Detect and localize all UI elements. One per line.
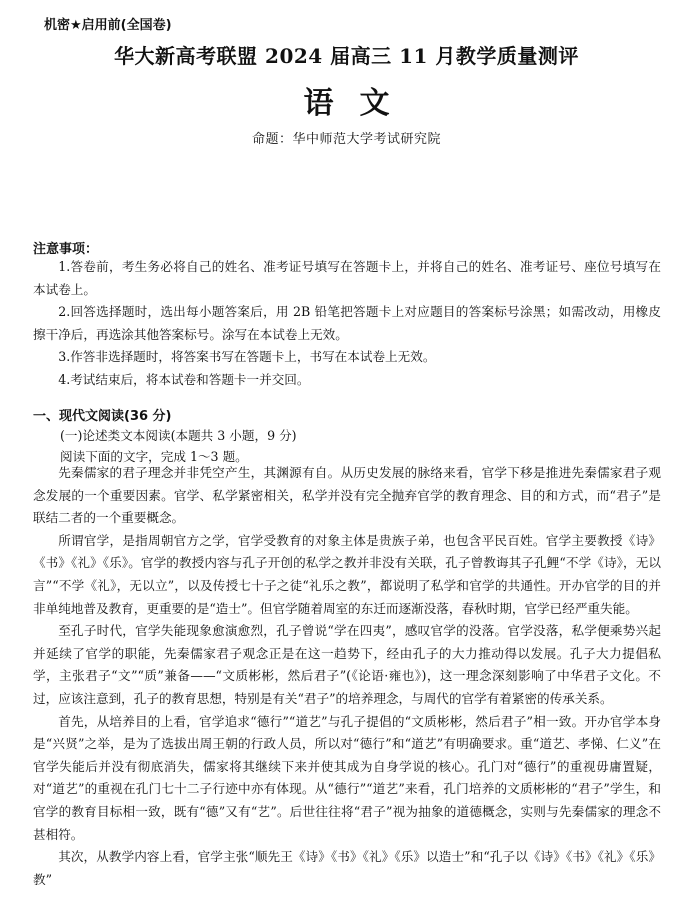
notice-item: 1.答卷前，考生务必将自己的姓名、准考证号填写在答题卡上，并将自己的姓名、准考证号、座位号填写在本试卷上。 <box>33 259 661 297</box>
exam-title: 华大新高考联盟 2024 届高三 11 月教学质量测评 <box>114 44 579 68</box>
notice-item: 2.回答选择题时，选出每小题答案后，用 2B 铅笔把答题卡上对应题目的答案标号涂黑；如需改动，用橡皮擦干净后，再选涂其他答案标号。涂写在本试卷上无效。 <box>33 304 661 342</box>
article-paragraph: 先秦儒家的君子理念并非凭空产生，其渊源有自。从历史发展的脉络来看，官学下移是推进先秦儒家君子观念发展的一个重要因素。官学、私学紧密相关，私学并没有完全抛弃官学的教育理念、目的和方式，而“君子”是联结二者的一个重要概念。 <box>33 465 661 526</box>
article-paragraph: 首先，从培养目的上看，官学追求“德行”“道艺”与孔子提倡的“文质彬彬，然后君子”相一致。开办官学本身是“兴贤”之举，是为了选拔出周王朝的行政人员，所以对“德行”和“道艺”有明确要求。重“道艺、孝悌、仁义”在官学失能后并没有彻底消失，儒家将其继续下来并使其成为自身学说的核心。孔门对“德行”的重视毋庸置疑，对“道艺”的重视在孔门七十二子行迹中亦有体现。从“德行”“道艺”来看，孔门培养的文质彬彬的“君子”学生，和官学的教育目标相一致，既有“德”又有“艺”。后世往往将“君子”视为抽象的道德概念，实则与先秦儒家的理念不甚相符。 <box>33 713 661 842</box>
article-paragraph: 至孔子时代，官学失能现象愈演愈烈，孔子曾说“学在四夷”，感叹官学的没落。官学没落，私学便乘势兴起并延续了官学的职能，先秦儒家君子观念正是在这一趋势下，经由孔子的大力推动得以发展。孔子大力提倡私学，主张君子“文”“质”兼备——“文质彬彬，然后君子”(《论语·雍也》)，这一理念深刻影响了中华君子文化。不过，应该注意到，孔子的教育思想，特别是有关“君子”的培养理念，与周代的官学有着紧密的传承关系。 <box>33 623 661 706</box>
reading-instruction: 阅读下面的文字，完成 1～3 题。 <box>60 449 248 464</box>
secret-mark: 机密★启用前(全国卷) <box>44 18 172 33</box>
author-line: 命题：华中师范大学考试研究院 <box>251 132 441 147</box>
subsection-title: (一)论述类文本阅读(本题共 3 小题，9 分) <box>60 428 297 443</box>
reading-article <box>33 462 661 891</box>
article-paragraph: 所谓官学，是指周朝官方之学，官学受教育的对象主体是贵族子弟，也包含平民百姓。官学主要教授《诗》《书》《礼》《乐》。官学的教授内容与孔子开创的私学之教并非没有关联，孔子曾教诲其子孔鲤“不学《诗》，无以言”“不学《礼》，无以立”，以及传授七十子之徒“礼乐之教”，都说明了私学和官学的共通性。开办官学的目的并非单纯地普及教育，更重要的是“造士”。但官学随着周室的东迁而逐渐没落，春秋时期，官学已经严重失能。 <box>33 532 661 616</box>
article-paragraph: 其次，从教学内容上看，官学主张“顺先王《诗》《书》《礼》《乐》以造士”和“孔子以《诗》《书》《礼》《乐》教” <box>33 849 661 887</box>
notice-list <box>33 256 661 392</box>
notice-item: 3.作答非选择题时，将答案书写在答题卡上，书写在本试卷上无效。 <box>58 349 436 365</box>
subject-title: 语文 <box>303 86 416 121</box>
section-title: 一、现代文阅读(36 分) <box>33 409 172 424</box>
notice-item: 4.考试结束后，将本试卷和答题卡一并交回。 <box>58 371 310 387</box>
notice-title: 注意事项： <box>33 242 99 257</box>
